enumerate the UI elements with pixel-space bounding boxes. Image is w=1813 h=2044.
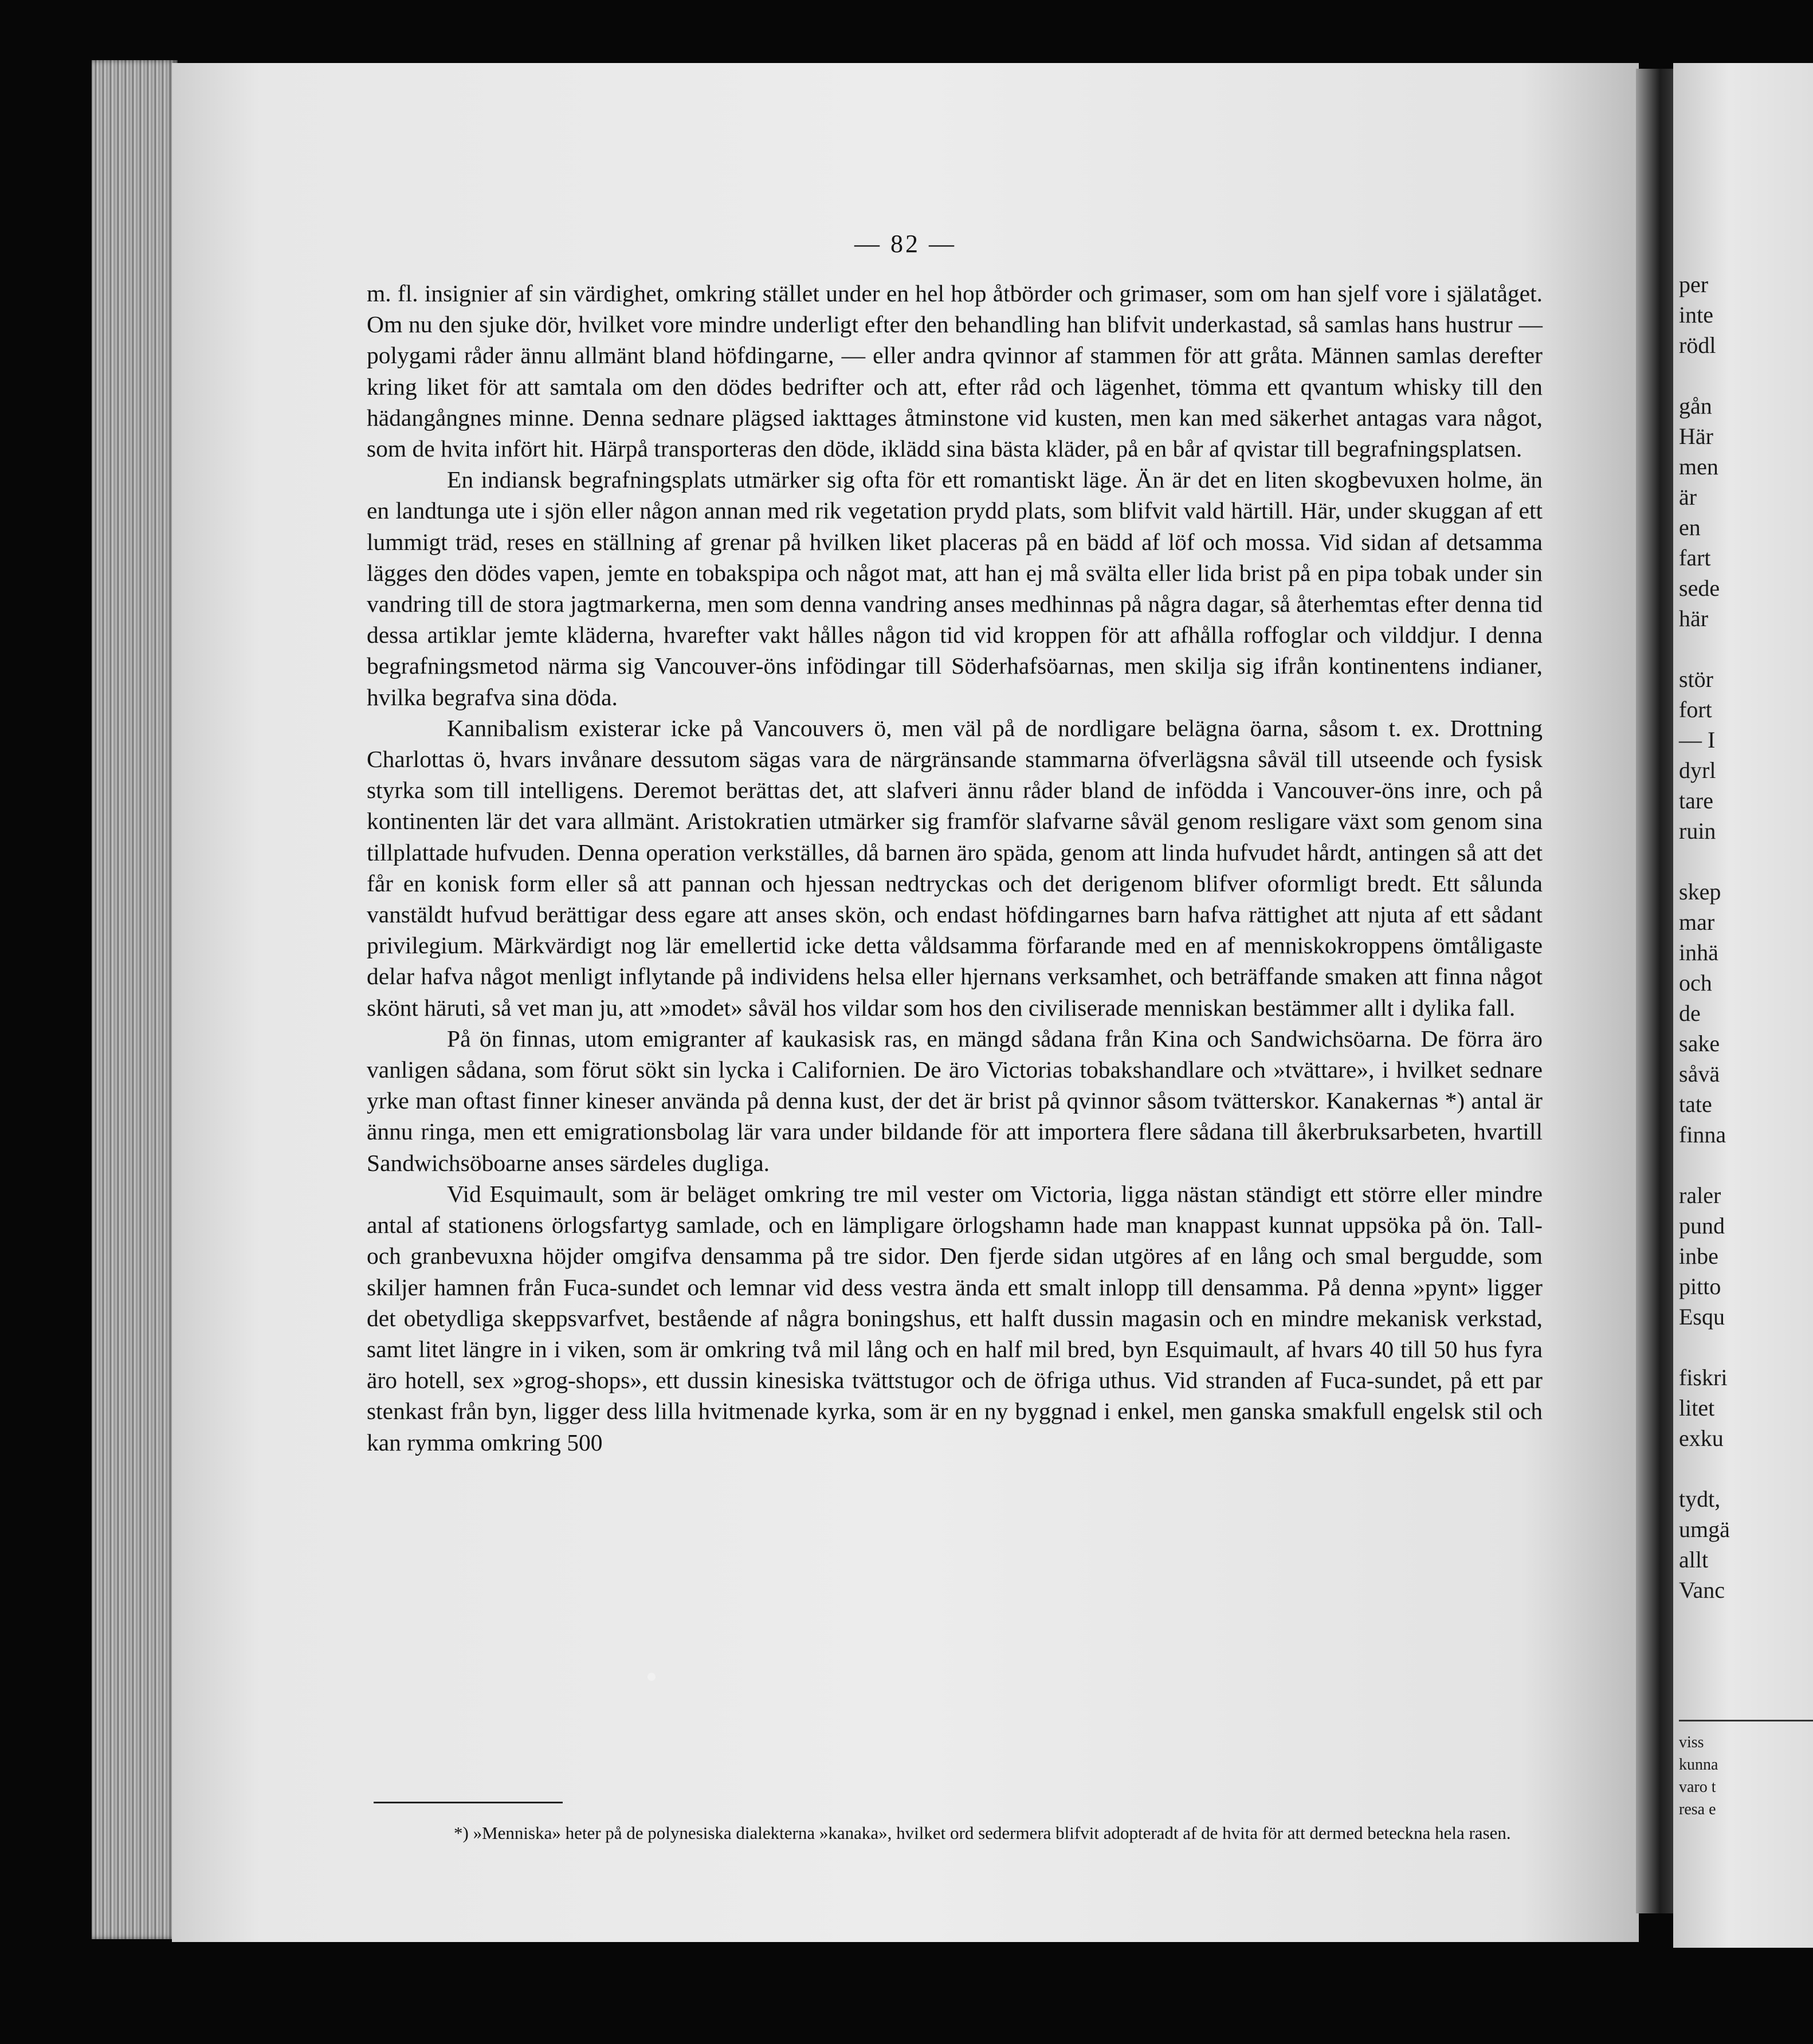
right-page-line: skep — [1679, 879, 1721, 905]
book-page-edges — [92, 60, 178, 1939]
right-page-line: allt — [1679, 1547, 1709, 1573]
right-page-line: inhä — [1679, 940, 1718, 965]
right-page-line: inbe — [1679, 1243, 1718, 1269]
right-page-line: är — [1679, 484, 1697, 510]
right-page-line — [1673, 1453, 1813, 1484]
right-page-line: men — [1679, 454, 1718, 479]
right-page-line: Här — [1679, 423, 1713, 449]
left-page — [172, 63, 1639, 1942]
page-number: — 82 — — [854, 230, 956, 258]
right-page-line — [1673, 1332, 1813, 1362]
right-page-line: — I — [1679, 727, 1716, 753]
right-page-note-line: viss — [1679, 1734, 1704, 1751]
body-text — [367, 278, 1543, 1458]
right-footnote-rule — [1679, 1720, 1813, 1721]
right-page-line: tare — [1679, 788, 1713, 813]
right-page-note-line: kunna — [1679, 1756, 1718, 1774]
right-page-line — [1673, 1150, 1813, 1180]
right-page-line: och — [1679, 970, 1712, 996]
right-page-line: ruin — [1679, 818, 1716, 844]
right-page-line: fort — [1679, 697, 1712, 722]
right-page-line: pitto — [1679, 1273, 1721, 1299]
right-page-line: här — [1679, 606, 1709, 631]
right-page-line — [1673, 634, 1813, 664]
right-page-line: Vanc — [1679, 1577, 1725, 1603]
book-gutter — [1636, 69, 1676, 1913]
scan-speck — [647, 1673, 656, 1681]
right-page-line: pund — [1679, 1213, 1725, 1239]
right-page-line: stör — [1679, 666, 1713, 692]
paragraph-3: Kannibalism existerar icke på Vancouvers ö, men väl på de nordligare belägna öarna, såsom t. ex. Drottning Charlottas ö, hvars invånare dessutom sägas vara de närgränsande stammarna öfverlägsna såväl till utseende och fysisk styrka som till intelligens. Deremot berättas det, att slafveri ännu råder bland de infödda i Vancouver-öns inre, och på kontinenten lär det vara allmänt. Aristokratien utmärker sig framför slafvarne såväl genom resligare växt som genom sina tillplattade hufvuden. Denna operation verkställes, då barnen äro späda, genom att linda hufvudet hårdt, antingen så att det får en konisk form eller så att pannan och hjessan nedtryckas och det derigenom blifver oformligt bredt. Ett sålunda vanstäldt hufvud berättigar dess egare att anses skön, och endast höfdingarnes barn hafva rättighet att njuta af ett sådant privilegium. Märkvärdigt nog lär emellertid icke detta våldsamma förfarande med en af menniskokroppens ömtåligaste delar hafva något menligt inflytande på individens helsa eller hjernans verksamhet, och beträffande smaken att finna något skönt häruti, så vet man ju, att »modet» såväl hos vildar som hos den civiliserade menniskan bestämmer allt i dylika fall. — [367, 714, 1543, 1021]
right-page-line: tate — [1679, 1091, 1712, 1117]
right-page-line: tydt, — [1679, 1486, 1721, 1512]
right-page-line: de — [1679, 1000, 1701, 1026]
right-page-line: fiskri — [1679, 1365, 1728, 1390]
right-page-line: mar — [1679, 909, 1715, 935]
footnote-rule — [374, 1802, 563, 1803]
right-page-line: raler — [1679, 1182, 1721, 1208]
right-page-line: gån — [1679, 393, 1712, 419]
paragraph-5: Vid Esquimault, som är beläget omkring tre mil vester om Victoria, ligga nästan ständigt ett större eller mindre antal af stationens örlogsfartyg samlade, och en lämpligare örlogshamn hade man knappast kunnat uppsöka på ön. Tall- och granbevuxna höjder omgifva densamma på tre sidor. Den fjerde sidan utgöres af en lång och smal bergudde, som skiljer hamnen från Fuca-sundet och lemnar vid dess vestra ända ett smalt inlopp till densamma. På denna »pynt» ligger det obetydliga skeppsvarfvet, bestående af några boningshus, ett halft dussin magasin och en mindre mekanisk verkstad, samt litet längre in i viken, som är omkring två mil lång och en half mil bred, byn Esquimault, af hvars 40 till 50 hus fyra äro hotell, sex »grog-shops», ett dussin kinesiska tvättstugor och de öfriga uthus. Vid stranden af Fuca-sundet, på ett par stenkast från byn, ligger dess lilla hvitmenade kyrka, som är en ny byggnad i enkel, men ganska smakfull engelsk stil och kan rymma omkring 500 — [367, 1180, 1543, 1456]
right-page-line: umgä — [1679, 1516, 1730, 1542]
right-page-line: per — [1679, 272, 1709, 297]
right-page — [1673, 63, 1813, 1948]
right-page-line: Esqu — [1679, 1304, 1725, 1330]
right-page-line: rödl — [1679, 332, 1716, 358]
right-page-line: sake — [1679, 1031, 1720, 1056]
right-page-line: såvä — [1679, 1061, 1720, 1087]
right-page-line: exku — [1679, 1425, 1724, 1451]
right-page-footnote — [1673, 1731, 1813, 1821]
right-page-note-line: resa e — [1679, 1801, 1716, 1818]
right-page-note-line: varo t — [1679, 1778, 1716, 1796]
paragraph-4: På ön finnas, utom emigranter af kaukasisk ras, en mängd sådana från Kina och Sandwichsöarna. De förra äro vanligen sådana, som förut sökt sin lycka i Californien. De äro Victorias tobakshandlare och »tvättare», i hvilket sednare yrke man oftast finner kineser använda på denna kust, der det är brist på qvinnor såsom tvätterskor. Kanakernas *) antal är ännu ringa, men ett emigrationsbolag lär vara under bildande för att importera flere sådana till åkerbruksarbeten, hvartill Sandwichsöboarne anses särdeles dugliga. — [367, 1025, 1543, 1176]
right-page-line: en — [1679, 514, 1701, 540]
right-page-line: inte — [1679, 302, 1713, 328]
paragraph-1: m. fl. insignier af sin värdighet, omkring stället under en hel hop åtbörder och grimaser, som om han sjelf vore i själatåget. Om nu den sjuke dör, hvilket vore mindre underligt efter den behandling han blifvit underkastad, så samlas hans hustrur — polygami råder ännu allmänt bland höfdingarne, — eller andra qvinnor af stammen för att gråta. Männen samlas derefter kring liket för att samtala om den dödes bedrifter och att, efter råd och lägenhet, tömma ett qvantum whisky till den hädangångnes minne. Denna sednare plägsed iakttages åtminstone vid kusten, men kan med säkerhet antagas vara något, som de hvita infört hit. Härpå transporteras den döde, iklädd sina bästa kläder, på en bår af qvistar till begrafningsplatsen. — [367, 280, 1543, 462]
right-page-line: fart — [1679, 545, 1711, 571]
right-page-line: dyrl — [1679, 757, 1716, 783]
right-page-line: finna — [1679, 1122, 1726, 1147]
right-page-line — [1673, 360, 1813, 391]
right-page-line: sede — [1679, 575, 1720, 601]
right-page-line: litet — [1679, 1395, 1715, 1421]
paragraph-2: En indiansk begrafningsplats utmärker sig ofta för ett romantiskt läge. Än är det en liten skogbevuxen holme, än en landtunga ute i sjön eller någon annan med rik vegetation prydd plats, som blifvit vald härtill. Här, under skuggan af ett lummigt träd, reses en ställning af grenar på hvilken liket placeras på en bädd af löf och mossa. Vid sidan af detsamma lägges den dödes vapen, jemte en tobakspipa och något mat, att han ej må svälta eller lida brist på en pipa tobak under sin vandring till de stora jagtmarkerna, men som denna vandring anses medhinnas på några dagar, så återhemtas efter denna tid dessa artiklar jemte kläderna, hvarefter vakt hålles någon tid vid kroppen för att afhålla roffoglar och vilddjur. I denna begrafningsmetod närma sig Vancouver-öns infödingar till Söderhafsöarnas, men skilja sig ifrån kontinentens indianer, hvilka begrafva sina döda. — [367, 466, 1543, 710]
right-page-text — [1673, 269, 1813, 1605]
footnote: *) »Menniska» heter på de polynesiska dialekterna »kanaka», hvilket ord sedermera blifvit adopteradt af de hvita för att dermed beteckna hela rasen. — [454, 1823, 1511, 1843]
right-page-line — [1673, 846, 1813, 876]
